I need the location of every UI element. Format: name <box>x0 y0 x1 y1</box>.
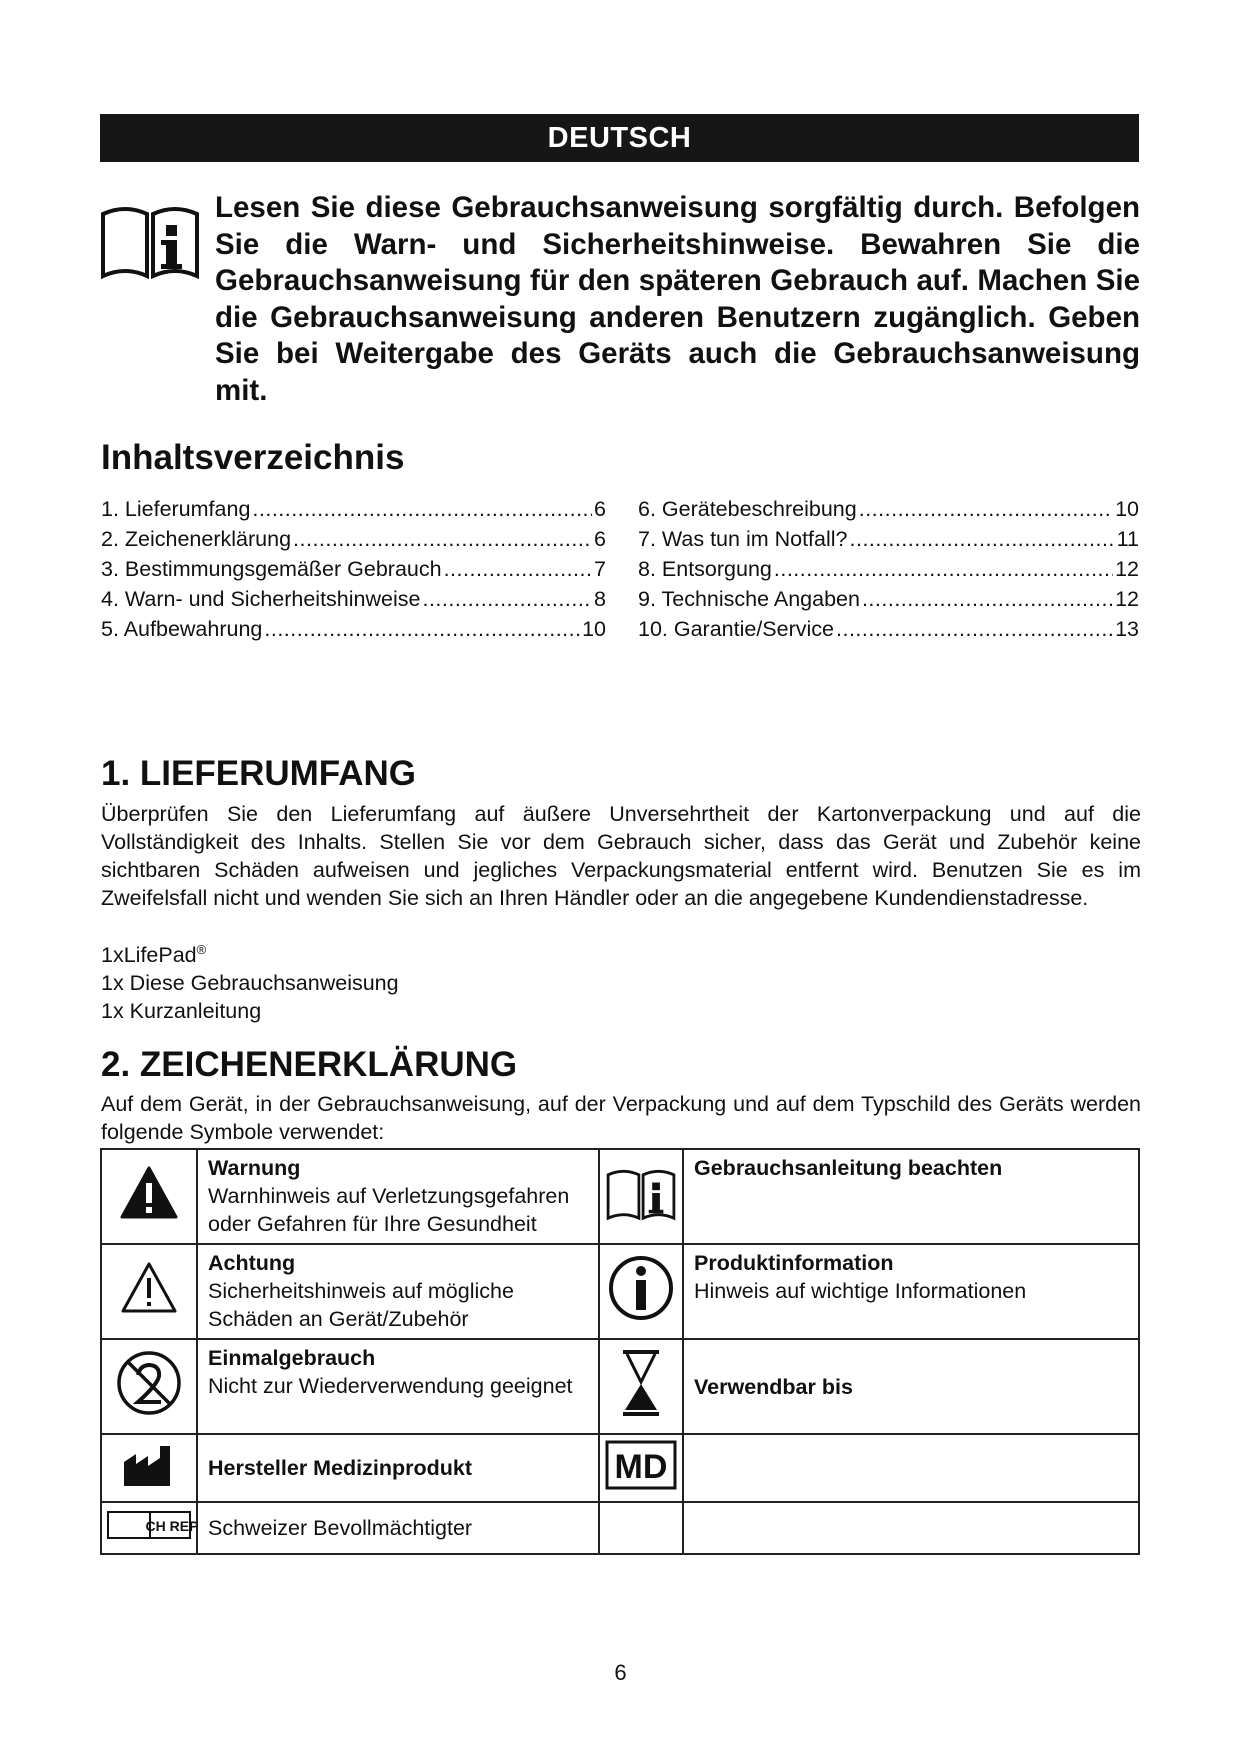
table-row <box>101 1434 1139 1502</box>
symbol-desc: Warnhinweis auf Verletzungsgefahren oder Gefahren für Ihre Gesundheit <box>208 1184 570 1236</box>
symbol-title: Achtung <box>208 1251 296 1275</box>
ch-rep-icon <box>102 1508 196 1542</box>
symbol-title: Warnung <box>208 1156 301 1180</box>
toc-entry[interactable]: 4. Warn- und Sicherheitshinweise ..... 8 <box>101 584 606 614</box>
caution-outline-icon <box>119 1260 179 1316</box>
intro-text: Lesen Sie diese Gebrauchsanweisung sorgfältig durch. Befolgen Sie die Warn- und Sicherheitshinweise. Bewahren Sie die Gebrauchsanweisung für den späteren Gebrauch auf. Machen Sie die Gebrauchsanweisung anderen Benutzern zugänglich. Geben Sie bei Weitergabe des Geräts auch die Gebrauchsanweisung mit. <box>215 191 1140 407</box>
toc-title: Inhaltsverzeichnis <box>101 438 405 477</box>
section2-text: Auf dem Gerät, in der Gebrauchsanweisung, auf der Verpackung und auf dem Typschild des Geräts werden folgende Symbole verwendet: <box>101 1092 1141 1144</box>
symbol-desc: Schweizer Bevollmächtigter <box>208 1516 473 1540</box>
toc-entry[interactable]: 7. Was tun im Notfall? ..... 11 <box>638 524 1139 554</box>
page-number: 6 <box>614 1660 627 1685</box>
toc-entry[interactable]: 9. Technische Angaben ..... 12 <box>638 584 1139 614</box>
list-item: 1xLifePad® <box>101 942 207 968</box>
toc-entry[interactable]: 3. Bestimmungsgemäßer Gebrauch ..... 7 <box>101 554 606 584</box>
hourglass-icon <box>619 1348 663 1418</box>
symbol-title: Gebrauchsanleitung beachten <box>694 1156 1003 1180</box>
symbol-desc: Sicherheitshinweis auf mögliche Schäden an Gerät/Zubehör <box>208 1279 514 1331</box>
list-item: 1x Diese Gebrauchsanweisung <box>101 971 399 996</box>
toc-left-column <box>101 494 606 644</box>
toc-entry[interactable]: 8. Entsorgung ..... 12 <box>638 554 1139 584</box>
symbol-table <box>100 1148 1140 1555</box>
toc-entry[interactable]: 2. Zeichenerklärung ..... 6 <box>101 524 606 554</box>
symbol-title: Hersteller Medizinprodukt <box>208 1456 473 1480</box>
toc-entry[interactable]: 10. Garantie/Service ..... 13 <box>638 614 1139 644</box>
symbol-title: Produktinformation <box>694 1251 894 1275</box>
manufacturer-icon <box>122 1442 176 1488</box>
read-instructions-icon <box>100 200 200 280</box>
delivery-list <box>101 936 399 1025</box>
symbol-title: Verwendbar bis <box>694 1374 853 1399</box>
table-row <box>101 1149 1139 1244</box>
section1-text: Überprüfen Sie den Lieferumfang auf äußere Unversehrtheit der Kartonverpackung und auf die Vollständigkeit des Inhalts. Stellen Sie vor dem Gebrauch sicher, dass das Gerät und Zubehör keine sichtbaren Schäden aufweisen und jegliches Verpackungsmaterial entfernt wird. Benutzen Sie es im Zweifelsfall nicht und wenden Sie sich an Ihren Händler oder an die angegebene Kundendienstadresse. <box>101 802 1141 910</box>
list-item: 1x Kurzanleitung <box>101 999 262 1024</box>
symbol-desc: Hinweis auf wichtige Informationen <box>694 1279 1027 1303</box>
toc-entry[interactable]: 5. Aufbewahrung ..... 10 <box>101 614 606 644</box>
read-instructions-icon <box>606 1165 676 1221</box>
single-use-icon <box>114 1348 184 1418</box>
language-banner: DEUTSCH <box>100 114 1139 162</box>
toc-right-column <box>638 494 1139 644</box>
svg-text:CH REP: CH REP <box>145 1517 196 1534</box>
md-icon <box>605 1440 677 1490</box>
table-row <box>101 1502 1139 1554</box>
symbol-title: Einmalgebrauch <box>208 1346 376 1370</box>
table-row <box>101 1244 1139 1339</box>
table-row <box>101 1339 1139 1434</box>
section2-title: 2. ZEICHENERKLÄRUNG <box>101 1045 518 1084</box>
svg-text:MD: MD <box>614 1447 668 1486</box>
toc-entry[interactable]: 1. Lieferumfang ..... 6 <box>101 494 606 524</box>
warning-filled-icon <box>119 1165 179 1221</box>
info-circle-icon <box>606 1253 676 1323</box>
toc-entry[interactable]: 6. Gerätebeschreibung ..... 10 <box>638 494 1139 524</box>
symbol-desc: Nicht zur Wiederverwendung geeignet <box>208 1374 573 1398</box>
section1-title: 1. LIEFERUMFANG <box>101 754 417 793</box>
